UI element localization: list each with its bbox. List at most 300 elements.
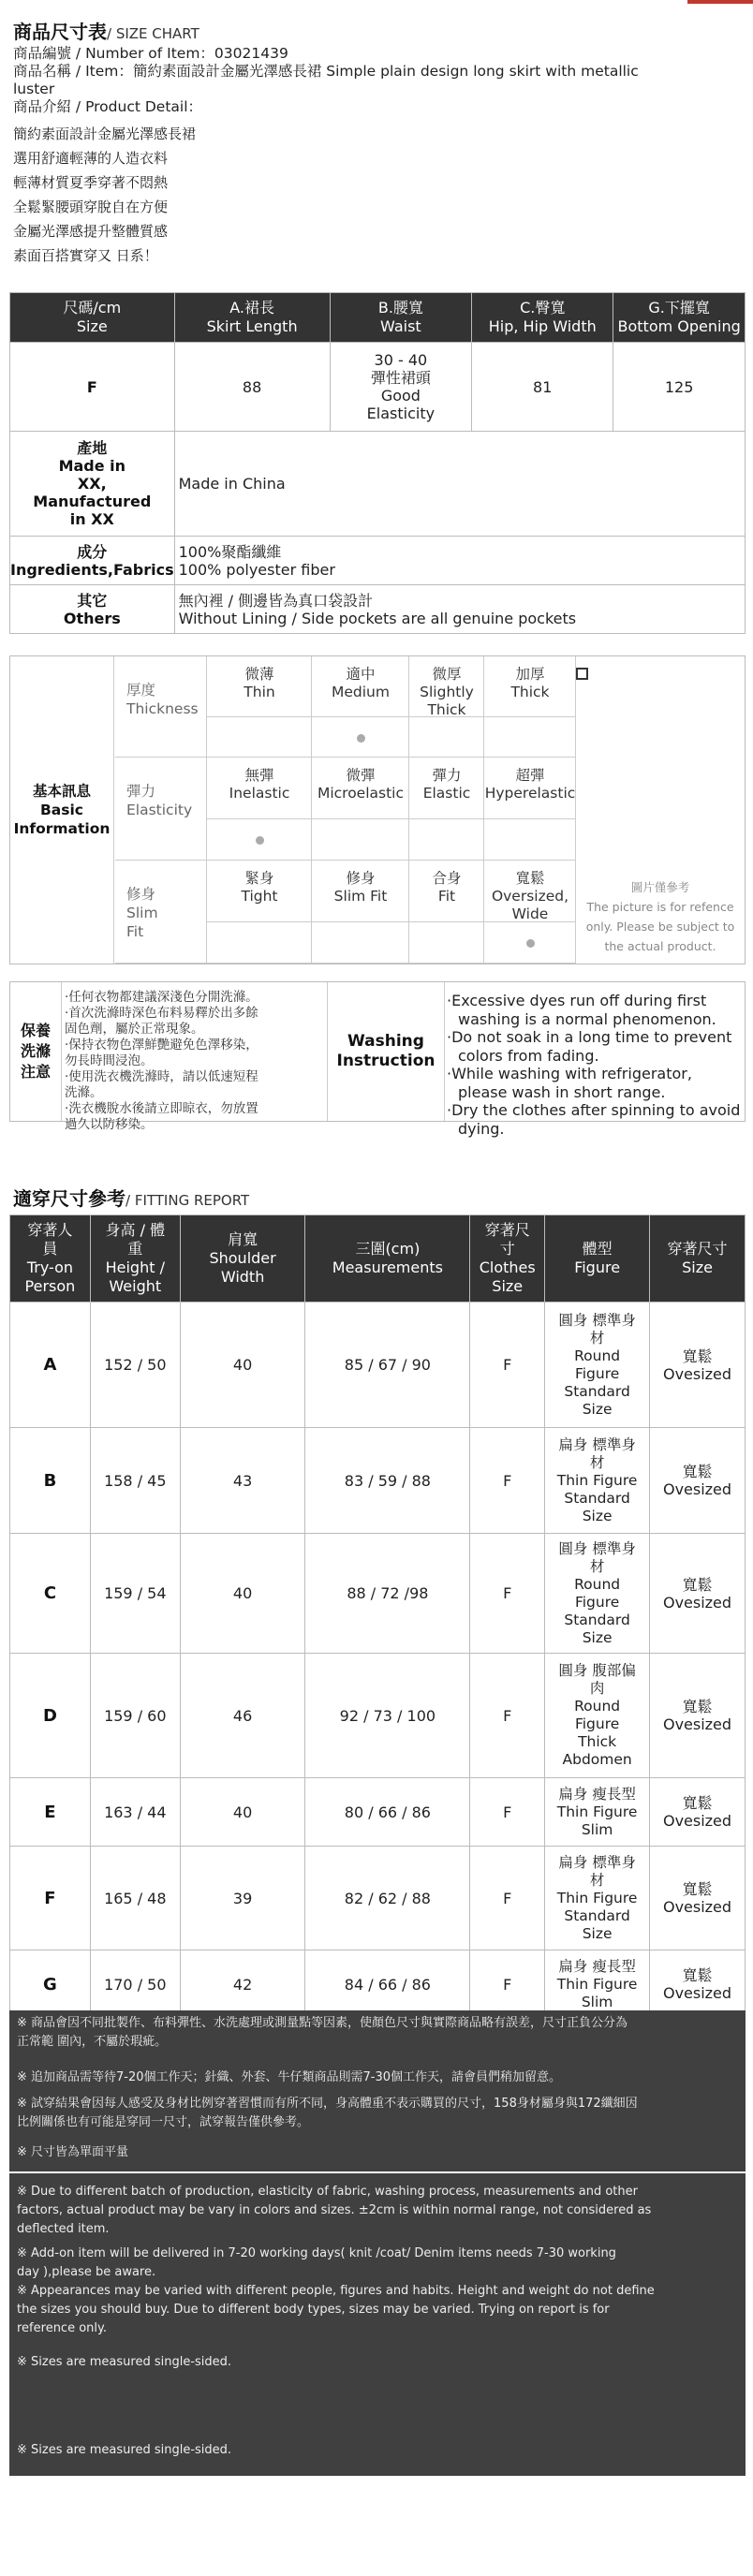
fitting-header-cell bbox=[180, 1215, 305, 1303]
grid-cell bbox=[409, 922, 484, 964]
label-line: 彈力 bbox=[126, 783, 156, 800]
fitting-person: E bbox=[10, 1778, 91, 1847]
wash-item: ·首次洗滌時深色布料易釋於出多餘 bbox=[65, 1006, 258, 1021]
cell-line: 扁身 瘦長型 bbox=[558, 1785, 636, 1803]
cell-line: 圓身 標準身 bbox=[558, 1311, 636, 1329]
note-line: ※ Appearances may be varied with different people, figures and habits. Height and weight do not define bbox=[17, 2284, 655, 2298]
cell-line: 圓身 標準身 bbox=[558, 1539, 636, 1557]
cell-line: Size bbox=[582, 1400, 613, 1418]
label-line: XX, bbox=[77, 475, 107, 493]
cell-line: Standard bbox=[564, 1489, 630, 1507]
washing-list-en bbox=[447, 992, 745, 1138]
fitting-header-cell bbox=[10, 1215, 91, 1303]
fitting-shoulder: 39 bbox=[180, 1847, 305, 1950]
wash-item: ·Dry the clothes after spinning to avoid dying. bbox=[447, 1101, 741, 1138]
intro-line: 輕薄材質夏季穿著不悶熱 bbox=[13, 174, 169, 191]
note-zh bbox=[17, 2143, 738, 2162]
cell-line: 寬鬆 bbox=[682, 1575, 713, 1594]
thickness-option bbox=[484, 666, 576, 701]
note-line: ※ Sizes are measured single-sided. bbox=[17, 2355, 232, 2369]
intro-line: 全鬆緊腰頭穿脫自在方便 bbox=[13, 199, 169, 215]
wash-item: ·While washing with refrigerator, please wash in short range. bbox=[447, 1065, 692, 1101]
cell-line: 寬鬆 bbox=[682, 1794, 713, 1812]
grid-cell bbox=[115, 758, 207, 819]
fitting-figure bbox=[545, 1950, 650, 2019]
item-number: 商品編號 / Number of Item：03021439 bbox=[13, 45, 288, 62]
fitting-size: F bbox=[470, 1534, 545, 1654]
option-line: 微厚 bbox=[432, 666, 462, 683]
fitting-shoulder: 40 bbox=[180, 1534, 305, 1654]
option-line: Elastic bbox=[422, 785, 471, 802]
title-line: Information bbox=[13, 820, 111, 837]
fitting-wear bbox=[650, 1303, 746, 1428]
header-text: Width bbox=[220, 1268, 265, 1286]
label-line: 產地 bbox=[77, 439, 108, 457]
cell-line: Slim bbox=[581, 1993, 613, 2010]
fitting-size: F bbox=[470, 1778, 545, 1847]
header-text: 身高 / 體 bbox=[105, 1221, 166, 1239]
option-line: Thick bbox=[510, 684, 550, 700]
grid-cell bbox=[115, 922, 207, 964]
option-line: Medium bbox=[332, 684, 390, 700]
cell-line: Ovesized bbox=[662, 1984, 732, 2002]
cell-line: 材 bbox=[589, 1871, 605, 1889]
item-name: 商品名稱 / Item：簡約素面設計金屬光澤感長裙 Simple plain design long skirt with metallic bbox=[13, 63, 639, 80]
cell-line: Round bbox=[574, 1575, 621, 1593]
skirt-length-value: 88 bbox=[174, 343, 330, 432]
fitting-figure bbox=[545, 1303, 650, 1428]
fitting-shoulder: 40 bbox=[180, 1778, 305, 1847]
origin-value: Made in China bbox=[174, 432, 745, 537]
header-text: 員 bbox=[42, 1240, 58, 1258]
note-line: the sizes you should buy. Due to different body types, sizes may be varied. Trying on report is for bbox=[17, 2303, 610, 2317]
note-zh bbox=[17, 2095, 738, 2132]
note-line: ※ 尺寸皆為單面平量 bbox=[17, 2145, 129, 2159]
header-text: A.裙長 bbox=[229, 299, 274, 316]
fitting-person: C bbox=[10, 1534, 91, 1654]
cell-line: Ovesized bbox=[662, 1593, 732, 1612]
label-line: Instruction bbox=[336, 1052, 436, 1070]
corner-accent bbox=[687, 0, 753, 4]
waist-value: 30 - 40 彈性裙頭 Good Elasticity bbox=[330, 343, 472, 432]
cell-line: 材 bbox=[589, 1557, 605, 1575]
option-line: 彈力 bbox=[432, 767, 462, 784]
label-line: 厚度 bbox=[126, 682, 156, 699]
grid-cell bbox=[409, 717, 484, 758]
cell-line: Ovesized bbox=[662, 1480, 732, 1498]
note-line: reference only. bbox=[17, 2321, 107, 2335]
cell-line: Thin Figure bbox=[556, 1803, 638, 1820]
option-line: 合身 bbox=[432, 870, 462, 887]
cell-line: Round bbox=[574, 1698, 621, 1715]
intro-line: 金屬光澤感提升整體質感 bbox=[13, 223, 169, 240]
label-line: in XX bbox=[69, 510, 114, 528]
origin-label bbox=[10, 432, 175, 537]
ingredients-row bbox=[10, 537, 746, 585]
notes-panel bbox=[9, 2010, 746, 2451]
fitting-person: F bbox=[10, 1847, 91, 1950]
option-line: 緊身 bbox=[244, 870, 274, 887]
option-line: 微薄 bbox=[244, 666, 274, 683]
fitting-meas: 92 / 73 / 100 bbox=[305, 1654, 470, 1778]
others-label bbox=[10, 585, 175, 634]
elasticity-option bbox=[312, 767, 409, 802]
option-line: Slim Fit bbox=[333, 888, 388, 905]
fitting-row bbox=[10, 1534, 746, 1654]
wash-item: 勿長時間浸泡。 bbox=[65, 1053, 154, 1068]
fitting-wear bbox=[650, 1654, 746, 1778]
option-line: Microelastic bbox=[317, 785, 405, 802]
cell-line: Thick bbox=[578, 1733, 617, 1750]
fitting-hw: 152 / 50 bbox=[90, 1303, 180, 1428]
elasticity-option bbox=[484, 767, 576, 802]
selected-dot-icon bbox=[256, 836, 264, 845]
option-line: 加厚 bbox=[515, 666, 545, 683]
fitting-figure bbox=[545, 1778, 650, 1847]
fitting-hw: 163 / 44 bbox=[90, 1778, 180, 1847]
fitting-row bbox=[10, 1950, 746, 2019]
header-text: B.腰寬 bbox=[377, 299, 423, 316]
note-line: 正常範 圍內，不屬於瑕疵。 bbox=[17, 2035, 168, 2049]
wash-item: ·Do not soak in a long time to prevent colors from fading. bbox=[447, 1028, 732, 1065]
note-zh bbox=[17, 2014, 738, 2052]
bottom-opening-value: 125 bbox=[613, 343, 746, 432]
note-en bbox=[17, 2353, 738, 2372]
basic-info-panel bbox=[9, 655, 746, 964]
fitting-hw: 159 / 60 bbox=[90, 1654, 180, 1778]
product-intro bbox=[13, 122, 196, 268]
cell-line: Standard bbox=[564, 1611, 630, 1628]
option-line: Thin bbox=[244, 684, 275, 700]
fitting-shoulder: 46 bbox=[180, 1654, 305, 1778]
cell-line: Ovesized bbox=[662, 1898, 732, 1916]
header-text: G.下擺寬 bbox=[648, 299, 710, 316]
wash-item: ·Excessive dyes run off during first washing is a normal phenomenon. bbox=[447, 992, 716, 1028]
size-header-cell bbox=[10, 293, 175, 343]
elasticity-option bbox=[207, 767, 312, 802]
fitting-wear bbox=[650, 1950, 746, 2019]
note-en bbox=[17, 2245, 738, 2282]
intro-line: 簡約素面設計金屬光澤感長裙 bbox=[13, 125, 197, 142]
cell-line: 寬鬆 bbox=[682, 1463, 713, 1480]
header-text: Waist bbox=[380, 317, 421, 335]
cell-line: Figure bbox=[574, 1593, 620, 1611]
fitting-row bbox=[10, 1428, 746, 1534]
size-table-header bbox=[10, 293, 746, 343]
grid-cell bbox=[409, 819, 484, 861]
grid-cell bbox=[312, 819, 409, 861]
cell-line: 扁身 標準身 bbox=[558, 1435, 636, 1453]
fitting-size: F bbox=[470, 1950, 545, 2019]
washing-list-zh bbox=[65, 990, 329, 1133]
header-text: Height / bbox=[105, 1259, 165, 1276]
notes-divider bbox=[9, 2171, 746, 2173]
note-line: 圖片僅參考 bbox=[630, 880, 690, 894]
header-text: C.臀寬 bbox=[520, 299, 566, 316]
size-header-cell bbox=[174, 293, 330, 343]
header-text: Shoulder bbox=[209, 1249, 276, 1267]
size-row-f bbox=[10, 343, 746, 432]
note-line: deflected item. bbox=[17, 2222, 110, 2236]
cell-line: Thin Figure bbox=[556, 1975, 638, 1993]
wash-item: 固色劑，屬於正常現象。 bbox=[65, 1022, 204, 1037]
fitting-figure bbox=[545, 1847, 650, 1950]
fitting-row bbox=[10, 1847, 746, 1950]
fitting-hw: 158 / 45 bbox=[90, 1428, 180, 1534]
washing-panel bbox=[9, 981, 746, 1138]
thickness-option bbox=[207, 666, 312, 701]
grid-cell bbox=[484, 819, 576, 861]
cell-line: Figure bbox=[574, 1715, 620, 1732]
cell-line: Ovesized bbox=[662, 1715, 732, 1733]
option-line: Fit bbox=[437, 888, 456, 905]
option-line: 修身 bbox=[346, 870, 376, 887]
wash-item: 洗滌。 bbox=[65, 1085, 103, 1100]
grid-cell bbox=[115, 819, 207, 861]
fitting-person: A bbox=[10, 1303, 91, 1428]
fitting-wear bbox=[650, 1428, 746, 1534]
fitting-meas: 88 / 72 /98 bbox=[305, 1534, 470, 1654]
thickness-option bbox=[312, 666, 409, 701]
fitting-shoulder: 40 bbox=[180, 1303, 305, 1428]
washing-label-zh bbox=[10, 982, 62, 1121]
label-line: Ingredients,Fabrics bbox=[10, 560, 174, 579]
cell-line: Ovesized bbox=[662, 1812, 732, 1830]
cell-line: 扁身 標準身 bbox=[558, 1853, 636, 1871]
notes-footer-text: ※ Sizes are measured single-sided. bbox=[17, 2443, 232, 2457]
option-line: Slightly bbox=[420, 684, 474, 700]
cell-line: 寬鬆 bbox=[682, 1698, 713, 1715]
option-line: 寬鬆 bbox=[515, 870, 545, 887]
wash-item: ·洗衣機脫水後請立即晾衣，勿放置 bbox=[65, 1101, 258, 1116]
fitting-size: F bbox=[470, 1847, 545, 1950]
cell-line: 圓身 腹部偏 bbox=[558, 1662, 636, 1679]
selected-dot-icon bbox=[357, 734, 365, 743]
option-line: Thick bbox=[427, 701, 466, 718]
picture-icon bbox=[576, 668, 588, 680]
option-line: 無彈 bbox=[244, 767, 274, 784]
wash-item: ·使用洗衣機洗滌時，請以低速短程 bbox=[65, 1069, 258, 1084]
fitting-header-cell bbox=[305, 1215, 470, 1303]
cell-line: 寬鬆 bbox=[682, 1347, 713, 1365]
fitting-meas: 80 / 66 / 86 bbox=[305, 1778, 470, 1847]
note-line: The picture is for refence bbox=[586, 900, 734, 914]
cell-line: 材 bbox=[589, 1329, 605, 1347]
label-line: 其它 bbox=[77, 591, 108, 610]
header-text: 穿著人 bbox=[27, 1221, 73, 1239]
note-line: factors, actual product may be vary in colors and sizes. ±2cm is within normal range, not considered as bbox=[17, 2203, 652, 2217]
size-header-cell bbox=[613, 293, 746, 343]
size-chart-title: 商品尺寸表/ SIZE CHART bbox=[13, 21, 199, 43]
label-line: 成分 bbox=[77, 542, 108, 561]
note-line: ※ 追加商品需等待7-20個工作天；針織、外套、牛仔類商品則需7-30個工作天，請會員們稍加留意。 bbox=[17, 2070, 562, 2084]
thickness-option bbox=[409, 666, 484, 719]
cell-line: Ovesized bbox=[662, 1364, 732, 1383]
fit-option bbox=[312, 870, 409, 905]
note-line: ※ 商品會因不同批製作、布料彈性、水洗處理或測量點等因素，使顏色尺寸與實際商品略有誤差，尺寸正負公分為 bbox=[17, 2016, 628, 2030]
grid-cell bbox=[312, 922, 409, 964]
wash-item: ·任何衣物都建議深淺色分開洗滌。 bbox=[65, 990, 258, 1005]
others-value: 無內裡 / 側邊皆為真口袋設計 Without Lining / Side pockets are all genuine pockets bbox=[174, 585, 745, 634]
cell-line: Abdomen bbox=[562, 1751, 632, 1768]
fitting-wear bbox=[650, 1847, 746, 1950]
header-text: Person bbox=[24, 1277, 76, 1295]
fit-option bbox=[207, 870, 312, 905]
cell-line: Thin Figure bbox=[556, 1889, 638, 1906]
cell-line: 寬鬆 bbox=[682, 1880, 713, 1898]
fitting-shoulder: 43 bbox=[180, 1428, 305, 1534]
label-line: 修身 bbox=[126, 886, 156, 903]
option-line: Hyperelastic bbox=[484, 785, 576, 802]
fitting-wear bbox=[650, 1534, 746, 1654]
note-line: 比例關係也有可能是穿同一尺寸，試穿報告僅供參考。 bbox=[17, 2115, 310, 2129]
intro-line: 素面百搭實穿又 日系！ bbox=[13, 247, 158, 264]
note-line: day ),please be aware. bbox=[17, 2265, 156, 2279]
label-line: 保養 bbox=[20, 1022, 51, 1039]
fitting-meas: 83 / 59 / 88 bbox=[305, 1428, 470, 1534]
grid-cell bbox=[115, 656, 207, 717]
basic-info-title bbox=[10, 656, 114, 964]
label-line: Elasticity bbox=[126, 802, 193, 818]
fitting-size: F bbox=[470, 1654, 545, 1778]
label-line: Fit bbox=[126, 923, 144, 940]
size-header-cell bbox=[472, 293, 613, 343]
header-text: Size bbox=[682, 1259, 713, 1276]
note-line: ※ 試穿結果會因每人感受及身材比例穿著習慣而有所不同，身高體重不表示購買的尺寸，158身材屬身與172纖細因 bbox=[17, 2097, 638, 2111]
size-label: F bbox=[10, 343, 175, 432]
label-line: Thickness bbox=[126, 700, 199, 717]
note-zh bbox=[17, 2068, 738, 2087]
header-text: 體型 bbox=[582, 1240, 613, 1258]
header-text: Figure bbox=[574, 1259, 621, 1276]
fitting-person: B bbox=[10, 1428, 91, 1534]
fitting-table bbox=[9, 1214, 746, 2019]
cell-line: 肉 bbox=[589, 1680, 605, 1697]
notes-footer bbox=[9, 2429, 746, 2476]
fitting-header-cell bbox=[90, 1215, 180, 1303]
grid-cell bbox=[207, 922, 312, 964]
washing-label-en bbox=[327, 982, 445, 1121]
option-line: Inelastic bbox=[229, 785, 290, 802]
note-en bbox=[17, 2183, 738, 2239]
grid-cell bbox=[207, 717, 312, 758]
ingredients-label bbox=[10, 537, 175, 585]
label-line: Manufactured bbox=[33, 493, 152, 510]
fitting-shoulder: 42 bbox=[180, 1950, 305, 2019]
header-text: Try-on bbox=[26, 1259, 74, 1276]
fitting-meas: 82 / 62 / 88 bbox=[305, 1847, 470, 1950]
fitting-header-cell bbox=[545, 1215, 650, 1303]
cell-line: Size bbox=[582, 1628, 613, 1646]
cell-line: 寬鬆 bbox=[682, 1966, 713, 1984]
ingredients-value: 100%聚酯纖維 100% polyester fiber bbox=[174, 537, 745, 585]
note-line: the actual product. bbox=[604, 939, 716, 953]
grid-cell bbox=[484, 717, 576, 758]
header-text: Hip, Hip Width bbox=[488, 317, 597, 335]
header-text: Clothes bbox=[479, 1259, 536, 1276]
option-line: Tight bbox=[241, 888, 278, 905]
header-text: Skirt Length bbox=[206, 317, 298, 335]
cell-line: 扁身 瘦長型 bbox=[558, 1957, 636, 1975]
intro-line: 選用舒適輕薄的人造衣料 bbox=[13, 150, 169, 167]
fitting-hw: 170 / 50 bbox=[90, 1950, 180, 2019]
fitting-row bbox=[10, 1778, 746, 1847]
fitting-header-cell bbox=[650, 1215, 746, 1303]
picture-note bbox=[577, 877, 744, 956]
grid-cell bbox=[115, 861, 207, 922]
label-line: Others bbox=[63, 609, 121, 627]
option-line: Oversized, bbox=[491, 888, 569, 905]
fit-option bbox=[484, 870, 576, 923]
note-line: only. Please be subject to bbox=[585, 920, 735, 934]
others-row bbox=[10, 585, 746, 634]
title-line: Basic bbox=[39, 802, 83, 818]
cell-line: 材 bbox=[589, 1453, 605, 1471]
cell-line: Standard bbox=[564, 1382, 630, 1400]
header-text: 寸 bbox=[499, 1240, 515, 1258]
header-text: Measurements bbox=[332, 1259, 443, 1276]
fitting-meas: 85 / 67 / 90 bbox=[305, 1303, 470, 1428]
note-line: ※ Add-on item will be delivered in 7-20 working days( knit /coat/ Denim items needs 7-30 working bbox=[17, 2246, 616, 2260]
cell-line: Size bbox=[582, 1924, 613, 1942]
header-text: 三圍(cm) bbox=[355, 1240, 421, 1258]
size-table bbox=[9, 292, 746, 634]
header-text: 尺碼/cm bbox=[63, 299, 122, 316]
elasticity-option bbox=[409, 767, 484, 802]
fitting-row bbox=[10, 1303, 746, 1428]
fitting-wear bbox=[650, 1778, 746, 1847]
label-line: 注意 bbox=[20, 1063, 51, 1081]
header-text: 肩寬 bbox=[228, 1230, 258, 1248]
item-name-cont: luster bbox=[13, 81, 55, 97]
wash-item: ·保持衣物色澤鮮艷避免色澤移染， bbox=[65, 1038, 258, 1052]
note-line: ※ Due to different batch of production, elasticity of fabric, washing process, measurements and other bbox=[17, 2185, 638, 2199]
cell-line: Figure bbox=[574, 1364, 620, 1382]
header-text: Size bbox=[76, 317, 108, 335]
fitting-figure bbox=[545, 1428, 650, 1534]
header-text: 穿著尺 bbox=[484, 1221, 530, 1239]
label-line: Made in bbox=[58, 457, 126, 475]
size-header-cell bbox=[330, 293, 472, 343]
cell-line: Standard bbox=[564, 1906, 630, 1924]
cell-line: Slim bbox=[581, 1820, 613, 1838]
fitting-size: F bbox=[470, 1303, 545, 1428]
fit-option bbox=[409, 870, 484, 905]
header-text: Weight bbox=[109, 1277, 162, 1295]
product-info bbox=[13, 45, 734, 116]
header-text: Size bbox=[492, 1277, 524, 1295]
intro-title: 商品介紹 / Product Detail： bbox=[13, 98, 203, 115]
title-line: 基本訊息 bbox=[32, 783, 91, 800]
fitting-hw: 165 / 48 bbox=[90, 1847, 180, 1950]
hip-value: 81 bbox=[472, 343, 613, 432]
note-en bbox=[17, 2282, 738, 2338]
label-line: Slim bbox=[126, 905, 158, 921]
cell-line: Round bbox=[574, 1347, 621, 1364]
fitting-person: D bbox=[10, 1654, 91, 1778]
option-line: 超彈 bbox=[515, 767, 545, 784]
option-line: 微彈 bbox=[346, 767, 376, 784]
fitting-size: F bbox=[470, 1428, 545, 1534]
header-text: 重 bbox=[127, 1240, 143, 1258]
fitting-hw: 159 / 54 bbox=[90, 1534, 180, 1654]
fitting-report-title: 適穿尺寸參考/ FITTING REPORT bbox=[13, 1187, 250, 1210]
label-line: 洗滌 bbox=[20, 1042, 51, 1060]
fitting-header-cell bbox=[470, 1215, 545, 1303]
fitting-row bbox=[10, 1654, 746, 1778]
fitting-table-header bbox=[10, 1215, 746, 1303]
header-text: Bottom Opening bbox=[617, 317, 741, 335]
